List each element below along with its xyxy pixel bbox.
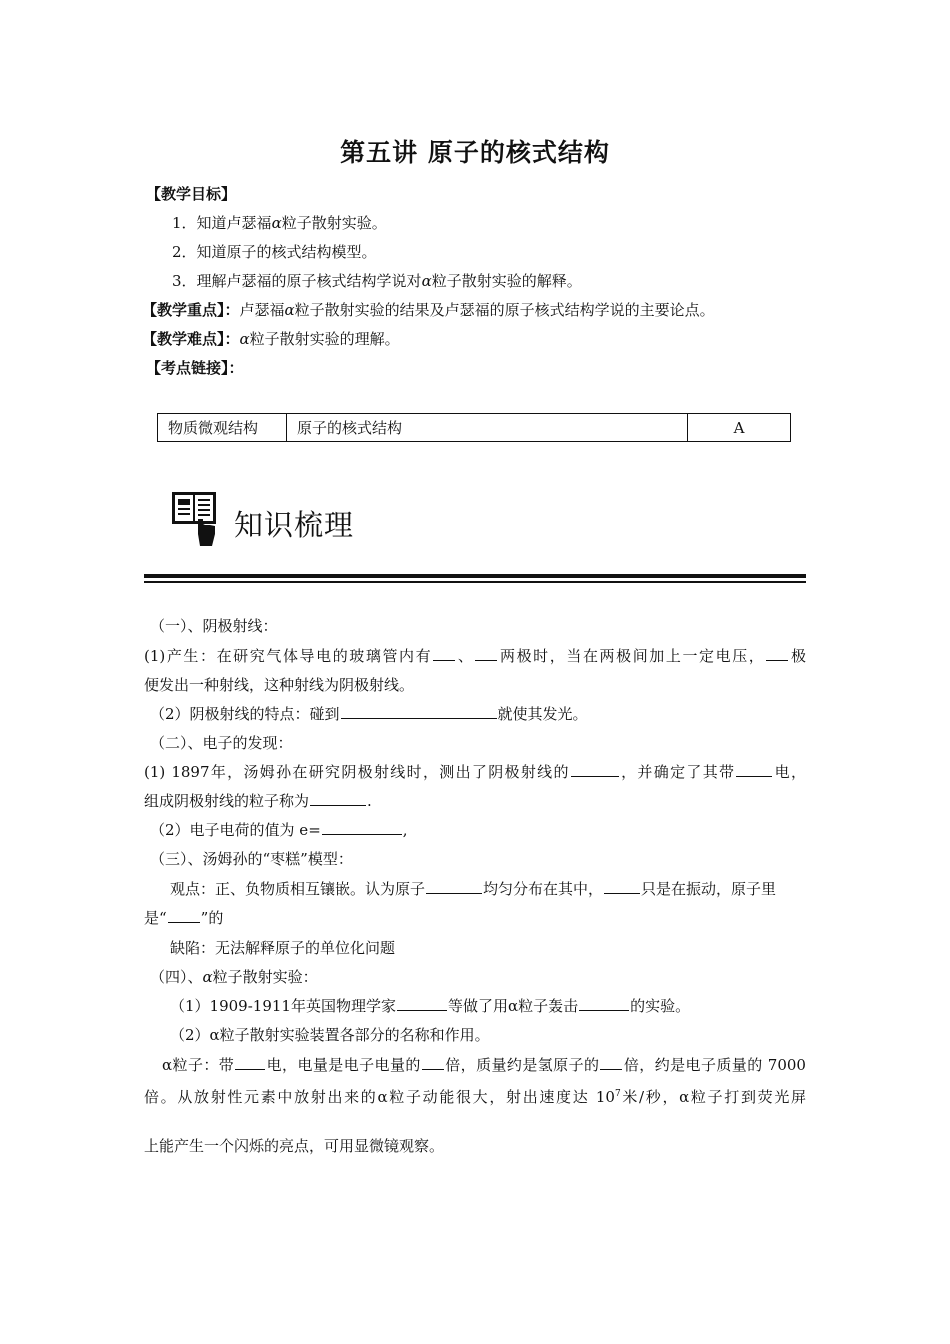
paragraph: （2）α粒子散射实验装置各部分的名称和作用。 [170,1026,490,1044]
paragraph: 观点：正、负物质相互镶嵌。认为原子 均匀分布在其中， 只是在振动，原子里 [170,880,777,898]
difficulty: 【教学难点】：α粒子散射实验的理解。 [142,330,400,348]
key-point: 【教学重点】：卢瑟福α粒子散射实验的结果及卢瑟福的原子核式结构学说的主要论点。 [142,301,715,319]
section-title: 知识梳理 [234,508,355,542]
subsection-heading-1: （一）、阴极射线： [150,617,278,635]
table-cell: 物质微观结构 [158,414,287,442]
paragraph: 组成阴极射线的粒子称为 . [144,792,372,810]
page-title: 第五讲 原子的核式结构 [340,138,610,167]
section-divider [144,574,806,578]
objective-item-2: 2．知道原子的核式结构模型。 [172,243,377,261]
paragraph: （2）阴极射线的特点：碰到 就使其发光。 [150,705,588,723]
paragraph: (1) 1897年，汤姆孙在研究阴极射线时，测出了阴极射线的 ，并确定了其带 电， [144,763,806,781]
paragraph: 是“ ”的 [144,909,224,927]
paragraph: (1)产生：在研究气体导电的玻璃管内有 、 两极时，当在两极间加上一定电压， 极 [144,647,806,665]
objective-item-1: 1．知道卢瑟福α粒子散射实验。 [172,214,387,232]
paragraph: 便发出一种射线，这种射线为阴极射线。 [144,676,415,694]
subsection-heading-3: （三）、汤姆孙的“枣糕”模型： [150,850,353,868]
reading-hand-icon [172,492,218,548]
exam-link-table [157,413,791,442]
paragraph: （1）1909-1911年英国物理学家 等做了用α粒子轰击 的实验。 [170,997,691,1015]
objectives-heading: 【教学目标】 [146,185,237,203]
subsection-heading-4: （四）、α粒子散射实验： [150,968,318,986]
objective-item-3: 3．理解卢瑟福的原子核式结构学说对α粒子散射实验的解释。 [172,272,582,290]
table-cell: A [688,414,791,442]
table-row [158,414,791,442]
paragraph: α粒子：带 电，电量是电子电量的 倍，质量约是氢原子的 倍，约是电子质量的 7000 [162,1056,806,1074]
paragraph: 倍。从放射性元素中放射出来的α粒子动能很大，射出速度达 $10^7$米/秒，α粒子打到荧光屏 [144,1088,806,1106]
table-cell: 原子的核式结构 [287,414,688,442]
section-divider-thin [144,581,806,583]
exam-link-label: 【考点链接】： [146,359,244,377]
paragraph: 上能产生一个闪烁的亮点，可用显微镜观察。 [144,1137,445,1155]
paragraph: 缺陷：无法解释原子的单位化问题 [170,939,396,957]
subsection-heading-2: （二）、电子的发现： [150,734,293,752]
paragraph: （2）电子电荷的值为 e= , [150,821,408,839]
